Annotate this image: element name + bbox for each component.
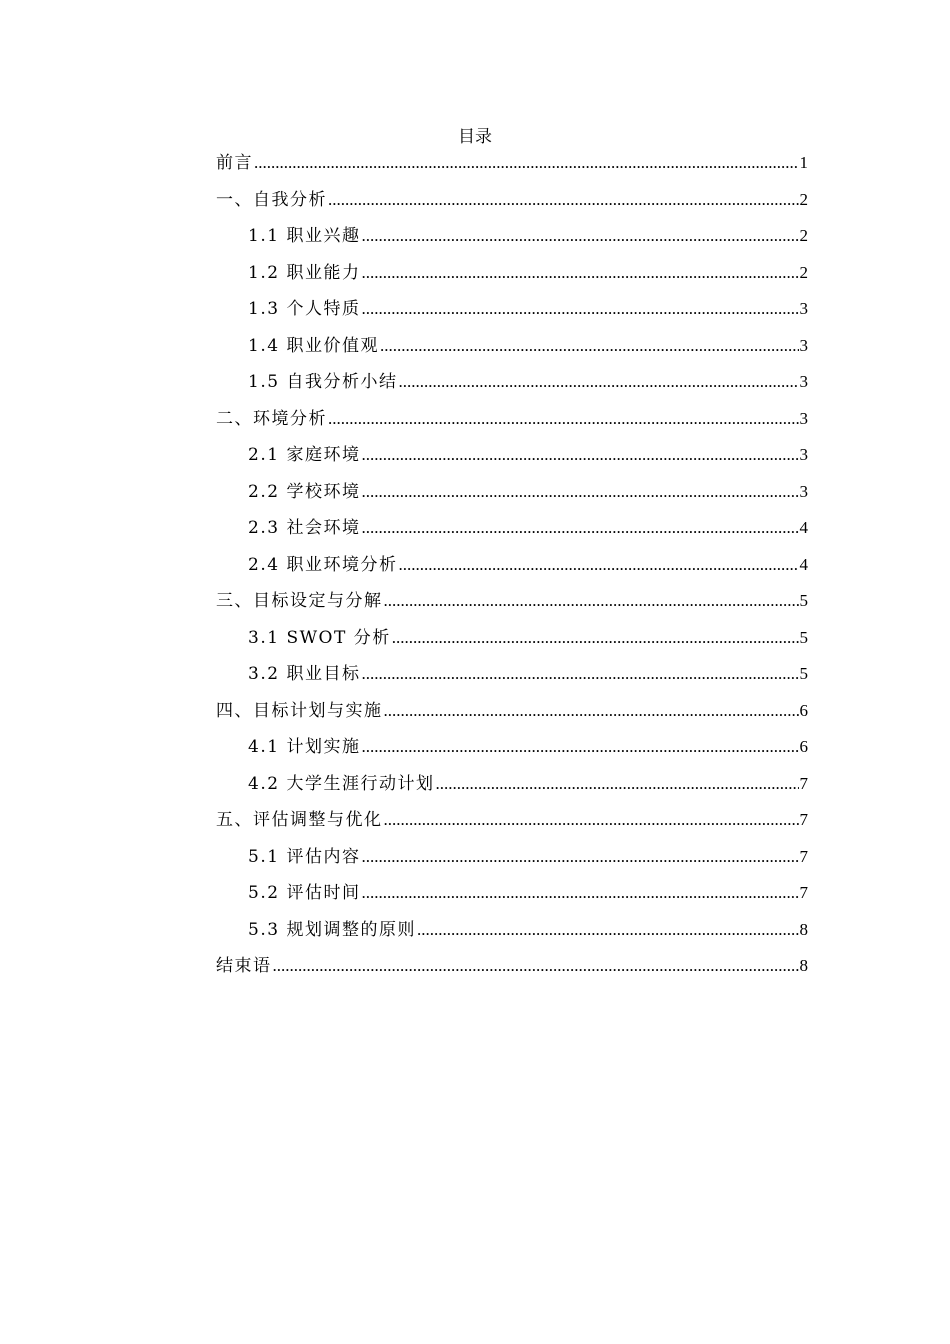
toc-entry-label: 2.1 家庭环境	[248, 445, 361, 465]
toc-entry-page: 2	[799, 226, 808, 245]
toc-dot-leader	[361, 663, 798, 685]
toc-dot-leader	[361, 517, 798, 539]
toc-entry[interactable]	[216, 809, 808, 846]
toc-dot-leader	[392, 627, 799, 649]
toc-entry-page: 7	[799, 883, 808, 902]
toc-dot-leader	[384, 809, 799, 831]
toc-entry-page: 6	[799, 700, 808, 720]
toc-entry[interactable]	[216, 189, 808, 226]
toc-entry-page: 3	[799, 445, 808, 464]
toc-entry[interactable]	[216, 408, 808, 445]
toc-entry-label: 1.2 职业能力	[248, 262, 361, 283]
toc-entry[interactable]	[216, 736, 808, 773]
toc-dot-leader	[361, 736, 798, 758]
toc-entry-label: 2.2 学校环境	[248, 481, 361, 502]
toc-entry-label: 结束语	[216, 956, 272, 976]
toc-entry-label: 1.4 职业价值观	[248, 335, 379, 356]
toc-entry-page: 3	[799, 299, 808, 318]
toc-entry[interactable]	[216, 262, 808, 299]
toc-entry[interactable]	[216, 919, 808, 956]
toc-dot-leader	[361, 481, 798, 503]
toc-dot-leader	[361, 262, 798, 284]
toc-entry-label: 2.4 职业环境分析	[248, 554, 398, 575]
toc-entry-page: 4	[799, 518, 808, 537]
toc-entry-page: 5	[799, 627, 808, 647]
toc-dot-leader	[398, 371, 798, 393]
toc-entry-label: 2.3 社会环境	[248, 518, 361, 538]
toc-entry[interactable]	[216, 882, 808, 919]
toc-entry-page: 6	[799, 737, 808, 756]
toc-dot-leader	[380, 335, 799, 357]
toc-entry-page: 7	[799, 810, 808, 829]
toc-entry-label: 五、评估调整与优化	[216, 810, 383, 830]
toc-entry-page: 8	[799, 919, 808, 939]
toc-entry[interactable]	[216, 517, 808, 554]
toc-entry-label: 1.5 自我分析小结	[248, 372, 398, 392]
table-of-contents	[216, 152, 808, 992]
toc-entry-page: 4	[799, 554, 808, 574]
toc-entry-page: 7	[799, 846, 808, 866]
toc-entry[interactable]	[216, 335, 808, 372]
toc-entry-page: 3	[799, 481, 808, 501]
toc-entry-label: 三、目标设定与分解	[216, 591, 383, 611]
toc-entry[interactable]	[216, 152, 808, 189]
toc-entry-page: 2	[799, 262, 808, 282]
toc-entry-page: 3	[799, 408, 808, 428]
toc-entry-label: 5.2 评估时间	[248, 883, 361, 903]
toc-entry[interactable]	[216, 554, 808, 591]
toc-dot-leader	[361, 298, 798, 320]
toc-dot-leader	[398, 554, 798, 576]
toc-dot-leader	[328, 408, 799, 430]
toc-entry-page: 3	[799, 335, 808, 355]
toc-dot-leader	[328, 189, 799, 211]
toc-entry-label: 4.1 计划实施	[248, 737, 361, 757]
toc-entry-page: 2	[799, 189, 808, 209]
toc-dot-leader	[384, 590, 799, 612]
toc-entry-label: 4.2 大学生涯行动计划	[248, 773, 435, 794]
toc-entry[interactable]	[216, 481, 808, 518]
toc-dot-leader	[254, 152, 799, 174]
toc-entry-label: 3.2 职业目标	[248, 664, 361, 684]
toc-dot-leader	[361, 444, 798, 466]
toc-entry[interactable]	[216, 444, 808, 481]
toc-entry[interactable]	[216, 627, 808, 664]
toc-entry[interactable]	[216, 225, 808, 262]
toc-entry[interactable]	[216, 700, 808, 737]
toc-entry-label: 二、环境分析	[216, 408, 327, 429]
toc-entry-page: 7	[799, 773, 808, 793]
toc-entry-label: 3.1 SWOT 分析	[248, 627, 391, 648]
toc-entry-page: 3	[799, 372, 808, 391]
toc-entry-page: 1	[799, 153, 808, 172]
toc-entry[interactable]	[216, 846, 808, 883]
toc-title: 目录	[458, 127, 492, 147]
toc-dot-leader	[361, 225, 798, 247]
toc-dot-leader	[361, 846, 798, 868]
toc-entry[interactable]	[216, 955, 808, 992]
toc-entry-page: 5	[799, 591, 808, 610]
toc-entry[interactable]	[216, 371, 808, 408]
toc-entry-label: 四、目标计划与实施	[216, 700, 383, 721]
toc-dot-leader	[435, 773, 798, 795]
toc-entry[interactable]	[216, 663, 808, 700]
toc-entry-label: 1.1 职业兴趣	[248, 226, 361, 246]
toc-dot-leader	[417, 919, 799, 941]
toc-entry[interactable]	[216, 773, 808, 810]
toc-entry-label: 5.1 评估内容	[248, 846, 361, 867]
toc-dot-leader	[273, 955, 799, 977]
toc-entry-page: 5	[799, 664, 808, 683]
toc-entry-label: 5.3 规划调整的原则	[248, 919, 416, 940]
toc-entry-label: 一、自我分析	[216, 189, 327, 210]
toc-dot-leader	[384, 700, 799, 722]
toc-entry-page: 8	[799, 956, 808, 975]
toc-dot-leader	[361, 882, 798, 904]
toc-entry-label: 前言	[216, 153, 253, 173]
toc-entry[interactable]	[216, 590, 808, 627]
toc-entry[interactable]	[216, 298, 808, 335]
toc-entry-label: 1.3 个人特质	[248, 299, 361, 319]
